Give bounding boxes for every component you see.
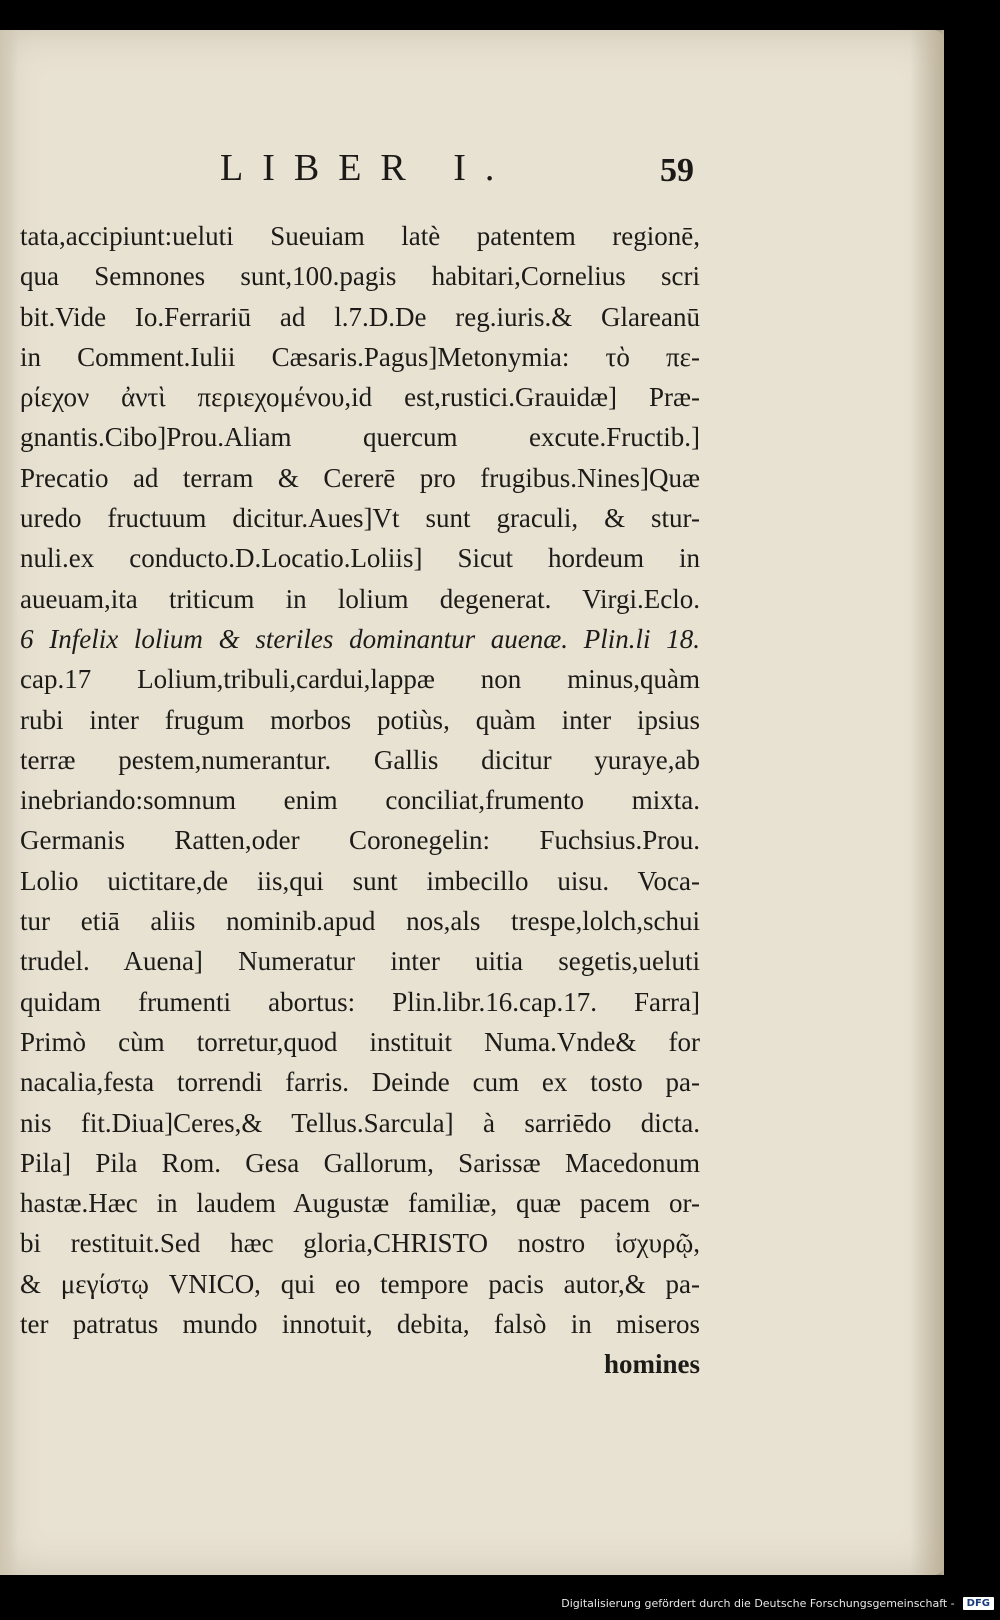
- book-page: [0, 30, 944, 1575]
- text-line: ter patratus mundo innotuit, debita, falsò in miseros: [20, 1309, 700, 1340]
- text-line: in Comment.Iulii Cæsaris.Pagus]Metonymia: τὸ πε-: [20, 341, 700, 372]
- text-line: tata,accipiunt:ueluti Sueuiam latè patentem regionē,: [20, 221, 700, 251]
- text-line: & μεγίστῳ VNICO, qui eo tempore pacis autor,& pa-: [20, 1268, 700, 1299]
- credit-text: Digitalisierung gefördert durch die Deutsche Forschungsgemeinschaft -: [561, 1596, 955, 1610]
- text-line: nuli.ex conducto.D.Locatio.Loliis] Sicut hordeum in: [20, 543, 700, 574]
- text-line: inebriando:somnum enim conciliat,frumento mixta.: [20, 785, 700, 816]
- text-line: quidam frumenti abortus: Plin.libr.16.cap.17. Farra]: [20, 986, 700, 1017]
- text-line: uredo fructuum dicitur.Aues]Vt sunt graculi, & stur-: [20, 503, 700, 534]
- text-line: Precatio ad terram & Cererē pro frugibus.Nines]Quæ: [20, 462, 700, 493]
- text-line: tur etiā aliis nominib.apud nos,als trespe,lolch,schui: [20, 906, 700, 937]
- text-line: Pila] Pila Rom. Gesa Gallorum, Sarissæ Macedonum: [20, 1147, 700, 1178]
- text-line: 6 Infelix lolium & steriles dominantur auenæ. Plin.li 18.: [20, 623, 700, 654]
- text-line: nis fit.Diua]Ceres,& Tellus.Sarcula] à sarriēdo dicta.: [20, 1107, 700, 1138]
- text-line: bi restituit.Sed hæc gloria,CHRISTO nostro ἰσχυρῷ,: [20, 1228, 700, 1259]
- dfg-logo: DFG: [963, 1597, 994, 1610]
- text-line: hastæ.Hæc in laudem Augustæ familiæ, quæ pacem or-: [20, 1188, 700, 1219]
- running-head: [0, 146, 944, 196]
- text-line: nacalia,festa torrendi farris. Deinde cum ex tosto pa-: [20, 1067, 700, 1098]
- digitization-credit: [0, 1596, 1000, 1614]
- text-line: aueuam,ita triticum in lolium degenerat. Virgi.Eclo.: [20, 583, 700, 614]
- text-line: Germanis Ratten,oder Coronegelin: Fuchsius.Prou.: [20, 825, 700, 856]
- catchword: homines: [603, 1349, 700, 1380]
- text-line: cap.17 Lolium,tribuli,cardui,lappæ non minus,quàm: [20, 664, 700, 695]
- text-line: trudel. Auena] Numeratur inter uitia segetis,ueluti: [20, 946, 700, 977]
- text-line: qua Semnones sunt,100.pagis habitari,Cornelius scri: [20, 261, 700, 292]
- text-block: [20, 216, 700, 1385]
- running-title: LIBER I.: [220, 147, 514, 189]
- text-line: Lolio uictitare,de iis,qui sunt imbecillo uisu. Voca-: [20, 865, 700, 896]
- text-line: Primò cùm torretur,quod instituit Numa.Vnde& for: [20, 1026, 700, 1057]
- text-line: bit.Vide Io.Ferrariū ad l.7.D.De reg.iuris.& Glareanū: [20, 301, 700, 332]
- text-line: terræ pestem,numerantur. Gallis dicitur yuraye,ab: [20, 744, 700, 775]
- page-number: 59: [660, 152, 694, 189]
- text-line: rubi inter frugum morbos potiùs, quàm inter ipsius: [20, 704, 700, 735]
- text-line: gnantis.Cibo]Prou.Aliam quercum excute.Fructib.]: [20, 422, 700, 453]
- text-line: ρίεχον ἀντὶ περιεχομένου,id est,rustici.Grauidæ] Præ-: [20, 382, 700, 413]
